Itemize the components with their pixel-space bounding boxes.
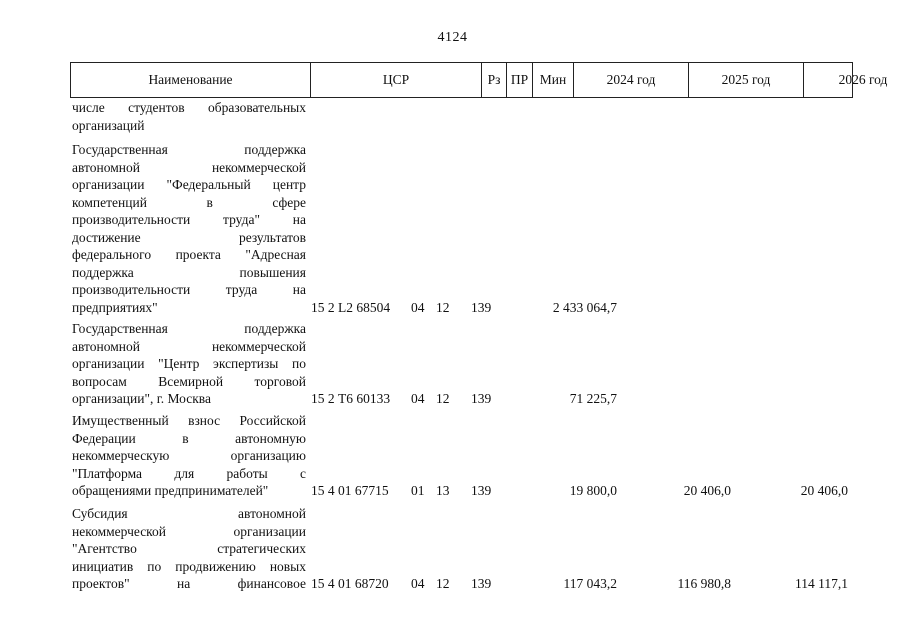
row-rz: 04 bbox=[411, 391, 425, 406]
row-name-line: организации "Центр экспертизы по bbox=[72, 356, 306, 371]
row-name-line: производительности труда на bbox=[72, 282, 306, 297]
header-2026: 2026 год bbox=[838, 72, 888, 87]
row-name bbox=[72, 320, 306, 408]
row-pr: 13 bbox=[436, 483, 450, 498]
row-name-line: обращениями предпринимателей" bbox=[72, 483, 269, 498]
row-name-line: Федерации в автономную bbox=[72, 430, 306, 446]
row-min: 139 bbox=[471, 391, 492, 406]
row-name-line: федерального проекта "Адресная bbox=[72, 247, 306, 262]
header-csr: ЦСР bbox=[311, 63, 482, 97]
row-2024: 2 433 064,7 bbox=[552, 299, 617, 315]
header-min: Мин bbox=[533, 63, 574, 97]
table-header bbox=[70, 62, 888, 98]
row-name-line: компетенций в сфере bbox=[72, 194, 306, 210]
row-pr: 12 bbox=[436, 299, 450, 315]
row-name-line: Государственная поддержка bbox=[72, 142, 306, 157]
row-2024: 117 043,2 bbox=[563, 576, 617, 591]
row-name-line: организации "Федеральный центр bbox=[72, 177, 306, 192]
row-rz: 04 bbox=[411, 299, 425, 315]
row-name-line: производительности труда" на bbox=[72, 212, 306, 227]
row-name-line: числе студентов образовательных bbox=[72, 100, 306, 115]
row-csr: 15 4 01 68720 bbox=[311, 576, 389, 591]
row-min: 139 bbox=[471, 299, 492, 315]
header-name: Наименование bbox=[71, 63, 311, 97]
row-name-line: организации", г. Москва bbox=[72, 391, 211, 406]
row-name-line: поддержка повышения bbox=[72, 264, 306, 280]
row-name-line: автономной некоммерческой bbox=[72, 338, 306, 354]
row-min: 139 bbox=[471, 483, 492, 498]
row-name-line: проектов" на финансовое bbox=[72, 576, 306, 591]
row-name-line: Государственная поддержка bbox=[72, 321, 306, 336]
row-rz: 04 bbox=[411, 576, 425, 591]
row-name bbox=[72, 141, 306, 316]
row-rz: 01 bbox=[411, 483, 425, 498]
row-name-line: предприятиях" bbox=[72, 299, 158, 315]
row-name-line: "Платформа для работы с bbox=[72, 465, 306, 481]
row-name bbox=[72, 505, 306, 593]
header-rz: Рз bbox=[482, 63, 507, 97]
row-2025: 20 406,0 bbox=[683, 483, 731, 498]
row-name-line: Субсидия автономной bbox=[72, 506, 306, 521]
row-2024: 71 225,7 bbox=[569, 391, 617, 406]
row-pr: 12 bbox=[436, 576, 450, 591]
row-csr: 15 2 L2 68504 bbox=[311, 299, 391, 315]
row-name-line: "Агентство стратегических bbox=[72, 541, 306, 556]
row-pr: 12 bbox=[436, 391, 450, 406]
row-name bbox=[72, 99, 306, 134]
row-csr: 15 2 Т6 60133 bbox=[311, 391, 391, 406]
row-2026: 20 406,0 bbox=[800, 483, 848, 498]
row-name bbox=[72, 412, 306, 500]
header-2025: 2025 год bbox=[689, 63, 804, 97]
row-name-line: некоммерческой организации bbox=[72, 523, 306, 539]
row-name-line: организаций bbox=[72, 117, 145, 133]
row-2024: 19 800,0 bbox=[569, 483, 617, 498]
row-2026: 114 117,1 bbox=[795, 576, 848, 591]
row-name-line: некоммерческую организацию bbox=[72, 448, 306, 463]
row-name-line: Имущественный взнос Российской bbox=[72, 413, 306, 428]
row-name-line: инициатив по продвижению новых bbox=[72, 558, 306, 574]
row-name-line: автономной некоммерческой bbox=[72, 159, 306, 175]
row-name-line: достижение результатов bbox=[72, 229, 306, 245]
row-csr: 15 4 01 67715 bbox=[311, 483, 389, 498]
row-min: 139 bbox=[471, 576, 492, 591]
page-number: 4124 bbox=[437, 30, 468, 45]
header-pr: ПР bbox=[507, 63, 533, 97]
row-2025: 116 980,8 bbox=[677, 576, 731, 591]
row-name-line: вопросам Всемирной торговой bbox=[72, 373, 306, 389]
header-2024: 2024 год bbox=[574, 63, 689, 97]
